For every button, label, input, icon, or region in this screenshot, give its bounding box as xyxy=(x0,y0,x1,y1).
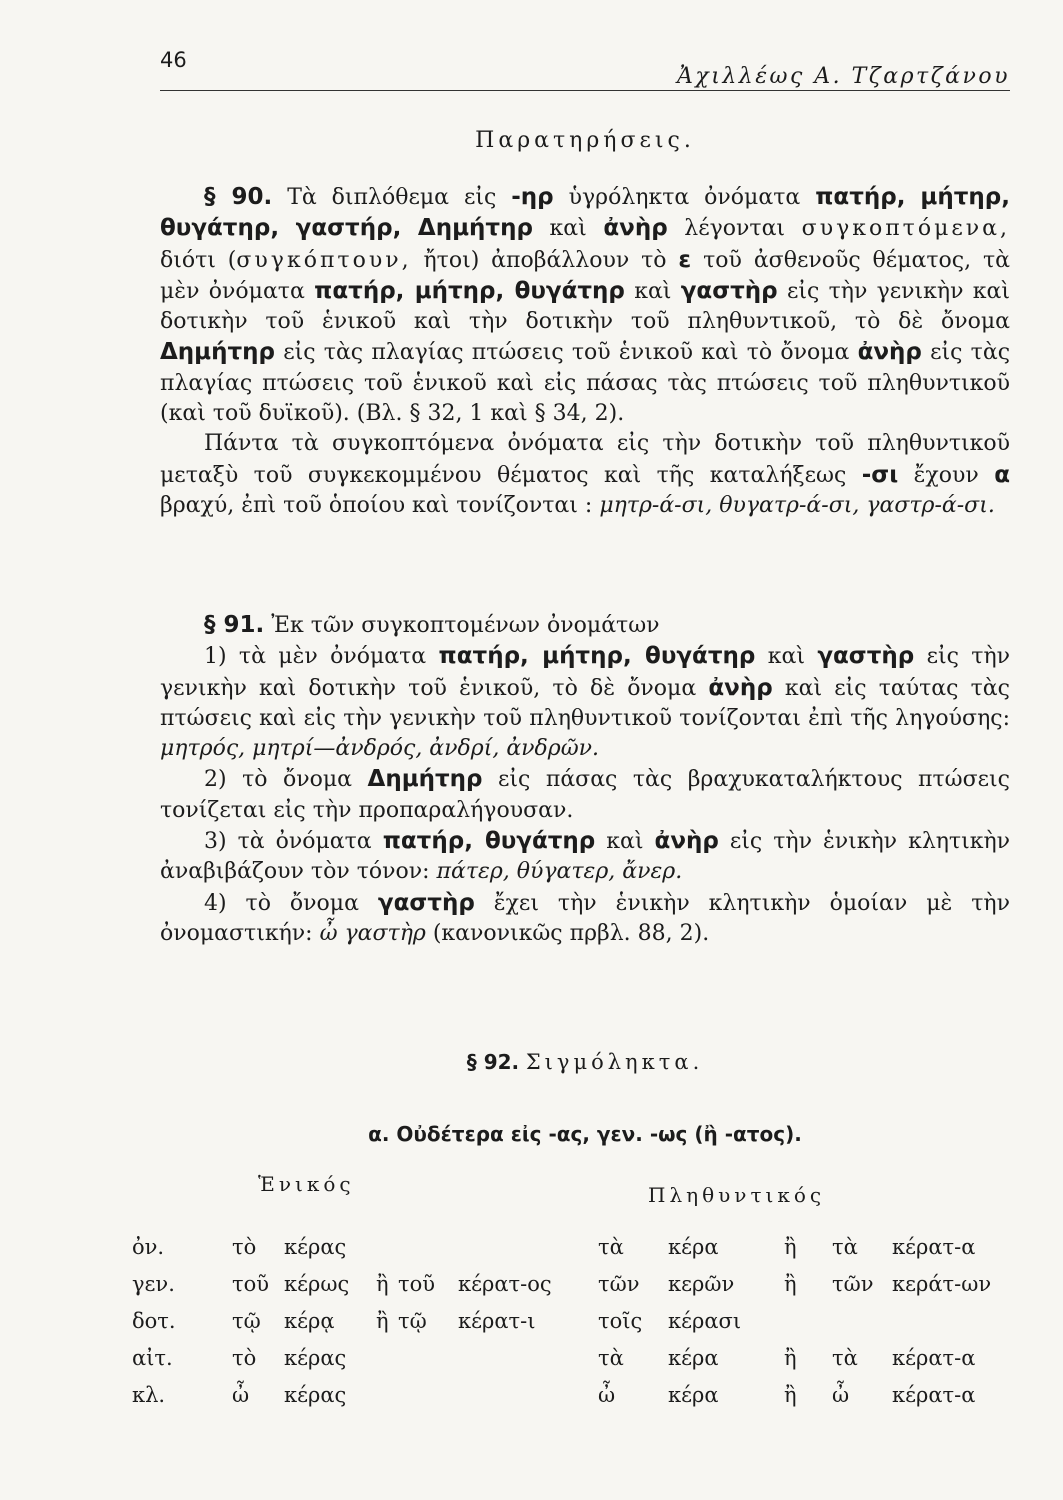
form-alt xyxy=(458,1339,598,1376)
section-90-para-2: Πάντα τὰ συγκοπτόμενα ὀνόματα εἰς τὴν δοτικὴν τοῦ πληθυντικοῦ μεταξὺ τοῦ συγκεκομμένου θέματος καὶ τῆς καταλήξεως -σι ἔχουν α βραχύ, ἐπὶ τοῦ ὁποίου καὶ τονίζονται : μητρ-ά-σι, θυγατρ-ά-σι, γαστρ-ά-σι. xyxy=(160,431,1011,518)
table-row xyxy=(132,1228,1002,1265)
plural-or-word: ἢ xyxy=(784,1234,797,1259)
case-label: ὀν. xyxy=(132,1234,165,1259)
or-word xyxy=(376,1339,398,1376)
section-91-intro: § 91. Ἐκ τῶν συγκοπτομένων ὀνομάτων xyxy=(204,612,660,638)
form: κέρας xyxy=(284,1382,347,1407)
article: τὸ xyxy=(232,1345,257,1370)
running-head: Ἀχιλλέως Α. Τζαρτζάνου xyxy=(677,64,1010,89)
plural-form-alt: κέρατ-α xyxy=(892,1234,976,1259)
page-header xyxy=(160,48,1010,94)
plural-form-alt: κεράτ-ων xyxy=(892,1271,992,1296)
article-alt: τοῦ xyxy=(398,1271,436,1296)
article-alt xyxy=(398,1339,458,1376)
plural-article-alt: τῶν xyxy=(832,1271,874,1296)
plural-form: κέρα xyxy=(668,1382,719,1407)
section-91-item-4: 4) τὸ ὄνομα γαστὴρ ἔχει τὴν ἑνικὴν κλητικὴν ὁμοίαν μὲ τὴν ὀνομαστικήν: ὦ γαστὴρ (κανονικῶς πρβλ. 88, 2). xyxy=(160,889,1010,946)
section-91-item-2: 2) τὸ ὄνομα Δημήτηρ εἰς πάσας τὰς βραχυκαταλήκτους πτώσεις τονίζεται εἰς τὴν προπαραλήγουσαν. xyxy=(160,766,1010,823)
article: ὦ xyxy=(232,1382,250,1407)
plural-article: τῶν xyxy=(598,1271,640,1296)
form-alt: κέρατ-ι xyxy=(458,1308,536,1333)
plural-form: κέρασι xyxy=(668,1308,742,1333)
section-90 xyxy=(160,182,1010,521)
or-word xyxy=(376,1228,398,1265)
or-word: ἢ xyxy=(376,1271,389,1296)
form-alt: κέρατ-ος xyxy=(458,1271,552,1296)
plural-header: Πληθυντικός xyxy=(648,1183,826,1207)
article-alt xyxy=(398,1376,458,1413)
case-label: γεν. xyxy=(132,1271,175,1296)
remarks-heading: Παρατηρήσεις. xyxy=(475,128,695,153)
case-label: αἰτ. xyxy=(132,1345,173,1370)
form-alt xyxy=(458,1376,598,1413)
plural-or-word: ἢ xyxy=(784,1271,797,1296)
section-91-item-1: 1) τὰ μὲν ὀνόματα πατήρ, μήτηρ, θυγάτηρ καὶ γαστὴρ εἰς τὴν γενικὴν καὶ δοτικὴν τοῦ ἑνικοῦ, τὸ δὲ ὄνομα ἀνὴρ καὶ εἰς ταύτας τὰς πτώσεις καὶ εἰς τὴν γενικὴν τοῦ πληθυντικοῦ τονίζονται ἐπὶ τῆς ληγούσης: μητρός, μητρί—ἀνδρός, ἀνδρί, ἀνδρῶν. xyxy=(160,643,1011,762)
plural-form: κερῶν xyxy=(668,1271,735,1296)
case-label: κλ. xyxy=(132,1382,166,1407)
singular-header: Ἑνικός xyxy=(258,1172,355,1196)
article: τὸ xyxy=(232,1234,257,1259)
plural-article: τοῖς xyxy=(598,1308,643,1333)
form: κέρας xyxy=(284,1345,347,1370)
plural-form: κέρα xyxy=(668,1345,719,1370)
plural-or-word xyxy=(784,1302,832,1339)
plural-article-alt: τὰ xyxy=(832,1345,858,1370)
form: κέρᾳ xyxy=(284,1308,335,1333)
table-row xyxy=(132,1302,1002,1339)
form: κέρας xyxy=(284,1234,347,1259)
case-label: δοτ. xyxy=(132,1308,176,1333)
table-row xyxy=(132,1339,1002,1376)
section-91-item-3: 3) τὰ ὀνόματα πατήρ, θυγάτηρ καὶ ἀνὴρ εἰς τὴν ἑνικὴν κλητικὴν ἀναβιβάζουν τὸν τόνον: πάτερ, θύγατερ, ἄνερ. xyxy=(160,828,1011,885)
plural-or-word: ἢ xyxy=(784,1345,797,1370)
page-number: 46 xyxy=(160,48,187,72)
article-alt: τῷ xyxy=(398,1308,427,1333)
plural-form-alt: κέρατ-α xyxy=(892,1382,976,1407)
plural-form-alt: κέρατ-α xyxy=(892,1345,976,1370)
table-row xyxy=(132,1265,1002,1302)
table-row xyxy=(132,1376,1002,1413)
plural-article-alt: τὰ xyxy=(832,1234,858,1259)
article: τοῦ xyxy=(232,1271,270,1296)
or-word xyxy=(376,1376,398,1413)
subsection-a-heading: α. Οὐδέτερα εἰς -ας, γεν. -ως (ἢ -ατος). xyxy=(368,1122,802,1146)
or-word: ἢ xyxy=(376,1308,389,1333)
plural-article-alt xyxy=(832,1302,892,1339)
article-alt xyxy=(398,1228,458,1265)
article: τῷ xyxy=(232,1308,261,1333)
declension-table xyxy=(132,1228,1002,1413)
plural-article: ὦ xyxy=(598,1382,616,1407)
section-91 xyxy=(160,610,1010,949)
form-alt xyxy=(458,1228,598,1265)
section-90-para-1: § 90. Τὰ διπλόθεμα εἰς -ηρ ὑγρόληκτα ὀνόματα πατήρ, μήτηρ, θυγάτηρ, γαστήρ, Δημήτηρ καὶ ἀνὴρ λέγονται συγκοπτόμενα, διότι (συγκόπτουν, ἤτοι) ἀποβάλλουν τὸ ε τοῦ ἀσθενοῦς θέματος, τὰ μὲν ὀνόματα πατήρ, μήτηρ, θυγάτηρ καὶ γαστὴρ εἰς τὴν γενικὴν καὶ δοτικὴν τοῦ ἑνικοῦ καὶ τὴν δοτικὴν τοῦ πληθυντικοῦ, τὸ δὲ ὄνομα Δημήτηρ εἰς τὰς πλαγίας πτώσεις τοῦ ἑνικοῦ καὶ τὸ ὄνομα ἀνὴρ εἰς τὰς πλαγίας πτώσεις τοῦ ἑνικοῦ καὶ εἰς πάσας τὰς πτώσεις τοῦ πληθυντικοῦ (καὶ τοῦ δυϊκοῦ). (Βλ. § 32, 1 καὶ § 34, 2). xyxy=(160,184,1011,427)
header-rule xyxy=(160,90,1010,91)
plural-or-word: ἢ xyxy=(784,1382,797,1407)
plural-article: τὰ xyxy=(598,1345,624,1370)
plural-article: τὰ xyxy=(598,1234,624,1259)
form: κέρως xyxy=(284,1271,350,1296)
plural-form-alt xyxy=(892,1302,1002,1339)
plural-form: κέρα xyxy=(668,1234,719,1259)
plural-article-alt: ὦ xyxy=(832,1382,850,1407)
section-92-heading: § 92. Σιγμόληκτα. xyxy=(466,1050,704,1074)
